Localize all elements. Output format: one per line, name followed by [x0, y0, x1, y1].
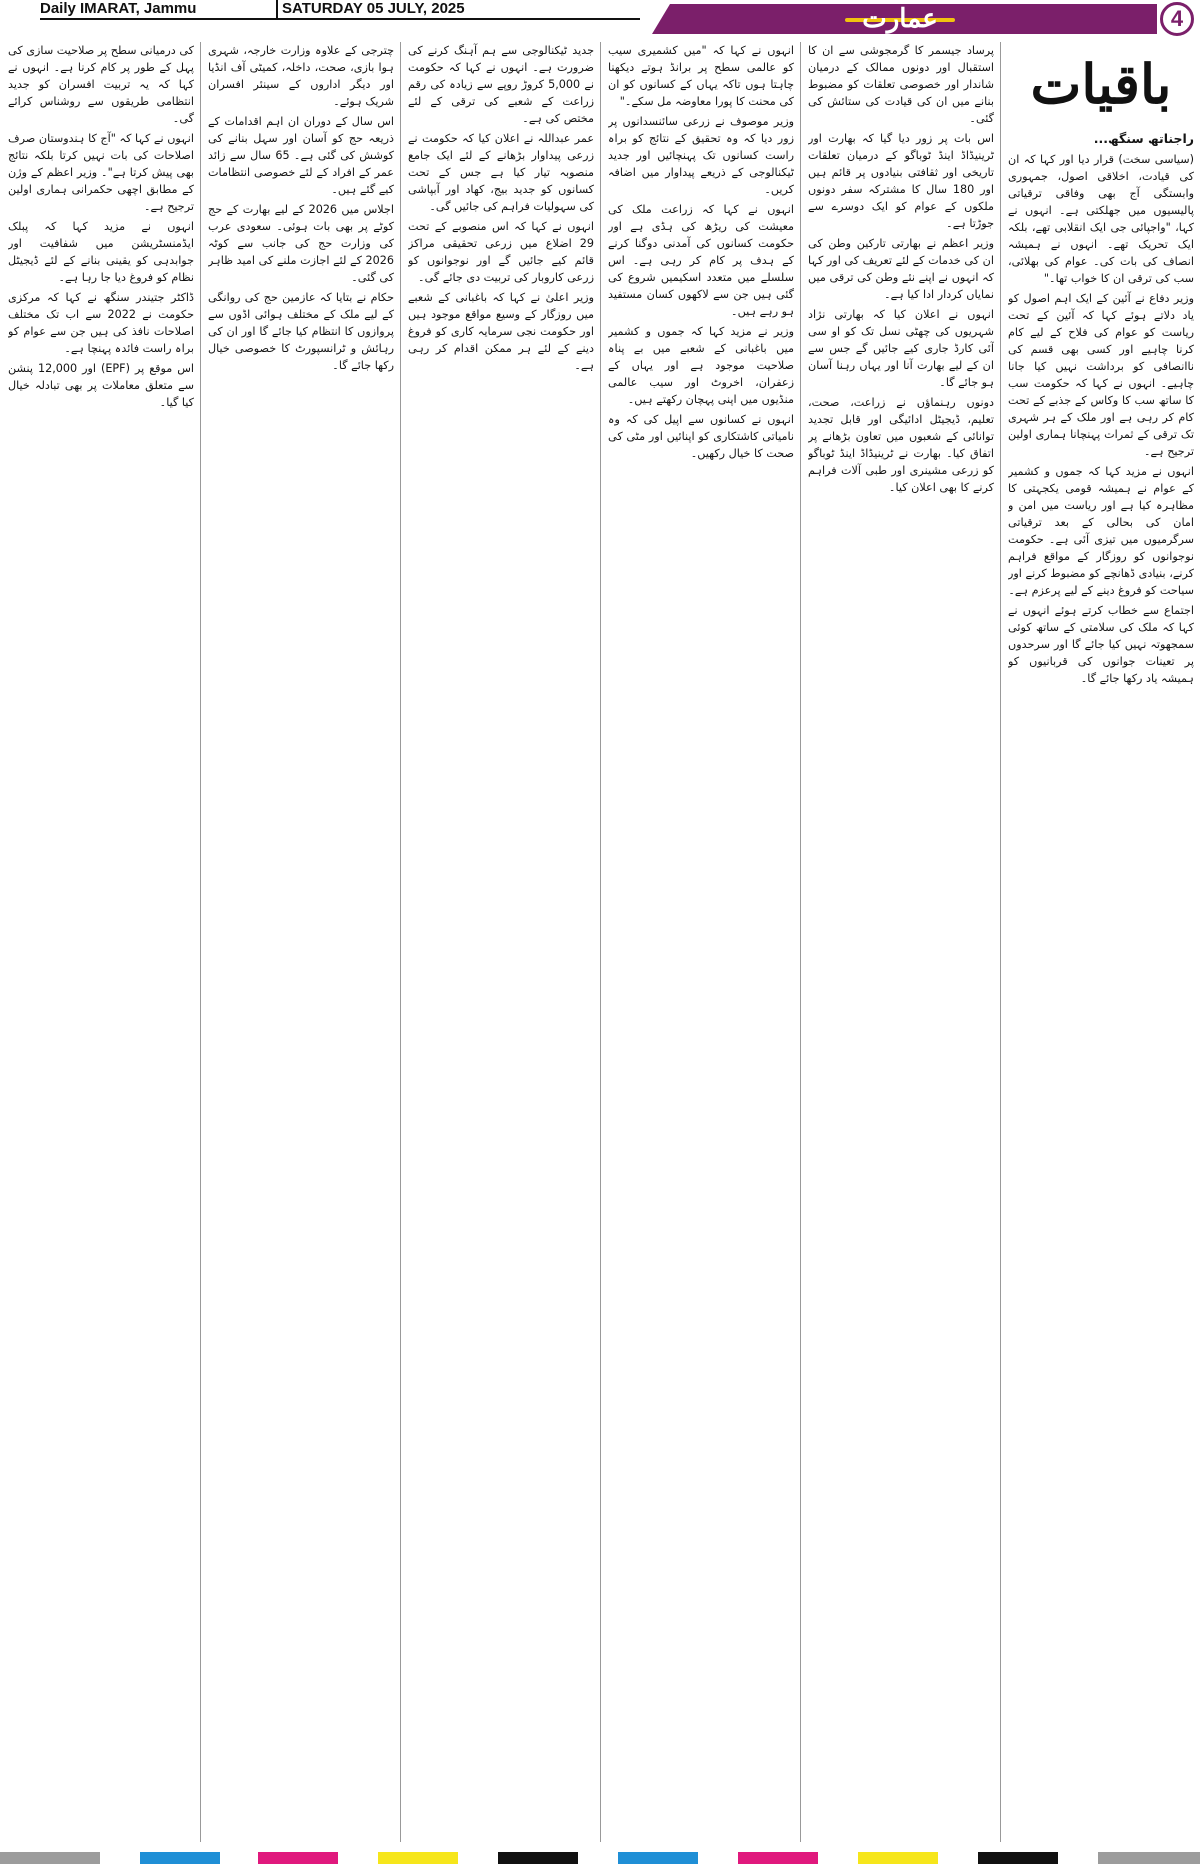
column-5 — [208, 42, 394, 1842]
column-4-paragraph: وزیر اعلیٰ نے کہا کہ باغبانی کے شعبے میں روزگار کے وسیع مواقع موجود ہیں اور حکومت نجی سرمایہ کاری کو فروغ دینے کے لئے ہر ممکن اقدام کر رہی ہے۔ — [408, 291, 594, 372]
column-6-paragraph: ڈاکٹر جتیندر سنگھ نے کہا کہ مرکزی حکومت نے 2022 سے اب تک مختلف اصلاحات نافذ کی ہیں جن سے عوام کو براہ راست فائدہ پہنچا ہے۔ — [8, 291, 194, 355]
color-bar — [378, 1852, 458, 1864]
color-bar — [0, 1852, 100, 1864]
page-header — [0, 0, 1200, 38]
column-4-paragraph: انہوں نے کہا کہ اس منصوبے کے تحت 29 اضلاع میں زرعی تحقیقی مراکز قائم کیے جائیں گے اور نوجوانوں کو زرعی کاروبار کی تربیت دی جائے گی۔ — [408, 220, 594, 284]
column-6-paragraph: کی درمیانی سطح پر صلاحیت سازی کی پہل کے طور پر کام کرنا ہے۔ انہوں نے کہا کہ یہ تربیت افسران کو جدید انتظامی طریقوں سے روشناس کرائے گی۔ — [8, 44, 194, 125]
column-divider — [200, 42, 201, 1842]
newspaper-logo: عمارت — [862, 4, 938, 34]
column-2 — [808, 42, 994, 1842]
column-1-kicker: راجناتھ سنگھ... — [1093, 131, 1194, 146]
column-3-paragraph: انہوں نے کسانوں سے اپیل کی کہ وہ نامیاتی کاشتکاری کو اپنائیں اور مٹی کی صحت کا خیال رکھیں۔ — [608, 413, 794, 460]
column-2-paragraph: اس بات پر زور دیا گیا کہ بھارت اور ٹرینیڈاڈ اینڈ ٹوباگو کے درمیان تعلقات تاریخی اور ثقافتی بنیادوں پر قائم ہیں اور 180 سال کا مشترکہ سفر دونوں ملکوں کے عوام کو ایک دوسرے سے جوڑتا ہے۔ — [808, 132, 994, 230]
column-4-paragraph: جدید ٹیکنالوجی سے ہم آہنگ کرنے کی ضرورت ہے۔ انہوں نے کہا کہ حکومت نے 5,000 کروڑ روپے سے زیادہ کی رقم زراعت کے شعبے کی ترقی کے لئے مختص کی ہے۔ — [408, 44, 594, 125]
column-1-paragraph: اجتماع سے خطاب کرتے ہوئے انہوں نے کہا کہ ملک کی سلامتی کے ساتھ کوئی سمجھوتہ نہیں کیا جائے گا اور سرحدوں پر تعینات جوانوں کی قربانیوں کو ہمیشہ یاد رکھا جائے گا۔ — [1008, 604, 1194, 685]
column-1-paragraph: وزیر دفاع نے آئین کے ایک اہم اصول کو یاد دلاتے ہوئے کہا کہ آئین کے تحت ریاست کو عوام کی فلاح کے لیے کام کرنا چاہیے اور کسی بھی قسم کی ناانصافی کو برداشت نہیں کیا جانا چاہیے۔ انہوں نے کہا کہ حکومت سب کا ساتھ سب کا وکاس کے جذبے کے تحت کام کر رہی ہے اور ملک کے ہر شہری تک ترقی کے ثمرات پہنچانا ہماری اولین ترجیح ہے۔ — [1008, 292, 1194, 458]
column-1-paragraph: (سیاسی سخت) قرار دیا اور کہا کہ ان کی قیادت، اخلاقی اصول، جمہوری وابستگی آج بھی وفاقی ترقیاتی پالیسیوں میں جھلکتی ہے۔ انہوں نے کہا، "واجپائی جی ایک انقلابی تھے، بلکہ ایک تحریک تھے۔ انہوں نے ہمیشہ انصاف کی بات کی۔ عوام کی بھلائی، سب کی ترقی ان کا خواب تھا۔" — [1008, 153, 1194, 285]
column-2-paragraph: دونوں رہنماؤں نے زراعت، صحت، تعلیم، ڈیجیٹل ادائیگی اور قابل تجدید توانائی کے شعبوں میں تعاون بڑھانے پر اتفاق کیا۔ بھارت نے ٹرینیڈاڈ اینڈ ٹوباگو کو زرعی مشینری اور طبی آلات فراہم کرنے کا بھی اعلان کیا۔ — [808, 396, 994, 494]
header-rule — [40, 18, 640, 20]
column-6 — [8, 42, 194, 1842]
column-5-paragraph: حکام نے بتایا کہ عازمین حج کی روانگی کے لیے ملک کے مختلف ہوائی اڈوں سے پروازوں کا انتظام کیا جائے گا اور ان کی رہائش و ٹرانسپورٹ کا خصوصی خیال رکھا جائے گا۔ — [208, 291, 394, 372]
color-bar — [258, 1852, 338, 1864]
color-bar — [140, 1852, 220, 1864]
article-columns — [6, 42, 1194, 1842]
column-6-paragraph: اس موقع پر (EPF) اور 12,000 پنشن سے متعلق معاملات پر بھی تبادلہ خیال کیا گیا۔ — [8, 362, 194, 409]
column-5-paragraph: اجلاس میں 2026 کے لیے بھارت کے حج کوٹے پر بھی بات ہوئی۔ سعودی عرب کی وزارت حج کی جانب سے کوٹہ 2026 کے لئے اجازت ملنے کی امید ظاہر کی گئی۔ — [208, 203, 394, 284]
page-number: 4 — [1160, 2, 1194, 36]
column-5-paragraph: اس سال کے دوران ان اہم اقدامات کے ذریعہ حج کو آسان اور سہل بنانے کی کوشش کی گئی ہے۔ 65 سال سے زائد عمر کے افراد کے لئے خصوصی انتظامات کیے گئے ہیں۔ — [208, 115, 394, 196]
column-4 — [408, 42, 594, 1842]
color-bar — [618, 1852, 698, 1864]
column-6-paragraph: انہوں نے مزید کہا کہ پبلک ایڈمنسٹریشن میں شفافیت اور جوابدہی کو یقینی بنانے کے لئے ڈیجیٹل نظام کو فروغ دیا جا رہا ہے۔ — [8, 220, 194, 284]
column-6-paragraph: انہوں نے کہا کہ "آج کا ہندوستان صرف اصلاحات کی بات نہیں کرتا بلکہ نتائج بھی پیش کرتا ہے"۔ وزیر اعظم کے وژن کے مطابق اچھی حکمرانی ہماری اولین ترجیح ہے۔ — [8, 132, 194, 213]
color-bar — [1098, 1852, 1200, 1864]
column-3-paragraph: وزیر نے مزید کہا کہ جموں و کشمیر میں باغبانی کے شعبے میں بے پناہ صلاحیت موجود ہے اور یہاں کے زعفران، اخروٹ اور سیب عالمی منڈیوں میں اپنی پہچان رکھتے ہیں۔ — [608, 325, 794, 406]
color-bar — [498, 1852, 578, 1864]
section-title: باقیات — [1030, 52, 1172, 116]
column-divider — [600, 42, 601, 1842]
column-2-paragraph: پرساد جیسمر کا گرمجوشی سے ان کا استقبال اور دونوں ممالک کے درمیان شاندار اور خصوصی تعلقات کو مضبوط بنانے میں ان کی قیادت کی ستائش کی گئی۔ — [808, 44, 994, 125]
column-1 — [1008, 42, 1194, 1842]
column-2-paragraph: انہوں نے اعلان کیا کہ بھارتی نژاد شہریوں کی چھٹی نسل تک کو او سی آئی کارڈ جاری کیے جائیں گے جس سے ان کے لیے بھارت آنا اور یہاں رہنا آسان ہو جائے گا۔ — [808, 308, 994, 389]
column-1-paragraph: انہوں نے مزید کہا کہ جموں و کشمیر کے عوام نے ہمیشہ قومی یکجہتی کا مظاہرہ کیا ہے اور ریاست میں امن و امان کی بحالی کے بعد ترقیاتی سرگرمیوں میں تیزی آئی ہے۔ حکومت نوجوانوں کو روزگار کے مواقع فراہم کرنے، بنیادی ڈھانچے کو مضبوط کرنے اور سیاحت کو فروغ دینے کے لیے پرعزم ہے۔ — [1008, 465, 1194, 597]
column-divider — [800, 42, 801, 1842]
color-bar — [738, 1852, 818, 1864]
column-3-paragraph: انہوں نے کہا کہ زراعت ملک کی معیشت کی ریڑھ کی ہڈی ہے اور حکومت کسانوں کی آمدنی دوگنا کرنے کے ہدف پر کام کر رہی ہے۔ اس سلسلے میں متعدد اسکیمیں شروع کی گئی ہیں جن سے لاکھوں کسان مستفید ہو رہے ہیں۔ — [608, 203, 794, 318]
masthead: Daily IMARAT, Jammu — [40, 0, 197, 17]
column-4-paragraph: عمر عبداللہ نے اعلان کیا کہ حکومت نے زرعی پیداوار بڑھانے کے لئے ایک جامع منصوبہ تیار کیا ہے جس کے تحت کسانوں کو جدید بیج، کھاد اور آبپاشی کی سہولیات فراہم کی جائیں گی۔ — [408, 132, 594, 213]
column-3-paragraph: وزیر موصوف نے زرعی سائنسدانوں پر زور دیا کہ وہ تحقیق کے نتائج کو براہ راست کسانوں تک پہنچائیں اور جدید ٹیکنالوجی کے ذریعے پیداوار میں اضافہ کریں۔ — [608, 115, 794, 196]
column-divider — [1000, 42, 1001, 1842]
color-bar — [858, 1852, 938, 1864]
column-divider — [400, 42, 401, 1842]
column-3 — [608, 42, 794, 1842]
column-5-paragraph: چترجی کے علاوہ وزارت خارجہ، شہری ہوا بازی، صحت، داخلہ، کمیٹی آف انڈیا اور دیگر اداروں کے سینئر افسران شریک ہوئے۔ — [208, 44, 394, 108]
registration-bars — [0, 1852, 1200, 1864]
edition-date: SATURDAY 05 JULY, 2025 — [282, 0, 465, 17]
color-bar — [978, 1852, 1058, 1864]
column-3-paragraph: انہوں نے کہا کہ "میں کشمیری سیب کو عالمی سطح پر برانڈ ہوتے دیکھنا چاہتا ہوں تاکہ یہاں کے کسانوں کو ان کی محنت کا پورا معاوضہ مل سکے۔" — [608, 44, 794, 108]
column-2-paragraph: وزیر اعظم نے بھارتی تارکین وطن کی ان کی خدمات کے لئے تعریف کی اور کہا کہ انہوں نے اپنے نئے وطن کی ترقی میں نمایاں کردار ادا کیا ہے۔ — [808, 237, 994, 301]
header-separator — [276, 0, 278, 18]
